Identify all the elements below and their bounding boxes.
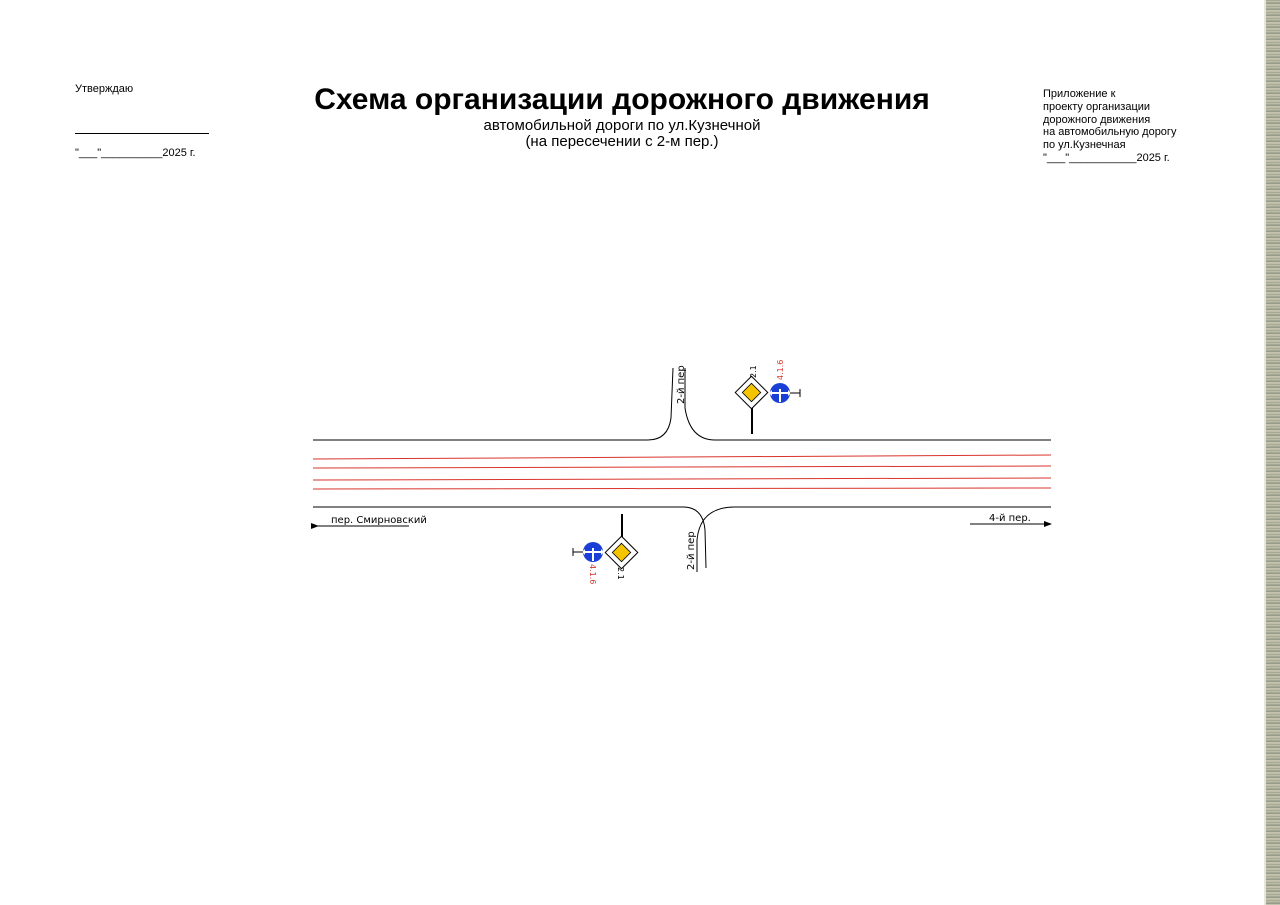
lane-marking-3 — [313, 478, 1051, 480]
direction-label-right: 4-й пер. — [989, 513, 1031, 524]
street-label-bottom: 2-й пер — [686, 531, 697, 570]
appendix-line-4: на автомобильную дорогу — [1043, 126, 1177, 139]
lane-marking-4 — [313, 488, 1051, 489]
approval-date: "___"__________2025 г. — [75, 147, 196, 159]
page-title: Схема организации дорожного движения — [314, 83, 930, 116]
direction-sign-bottom — [573, 542, 604, 562]
road-edge-top-left — [313, 368, 673, 440]
approval-label: Утверждаю — [75, 83, 134, 95]
lane-marking-1 — [313, 455, 1051, 459]
sign-code-4-1-6-bottom: 4.1.6 — [588, 564, 597, 585]
main-road-sign-bottom — [605, 536, 638, 569]
lane-marking-2 — [313, 466, 1051, 468]
appendix-date: "___"___________2025 г. — [1043, 151, 1170, 164]
sign-code-4-1-6-top: 4.1.6 — [776, 359, 785, 380]
scanned-edge-strip — [1266, 0, 1280, 905]
direction-sign-top — [769, 383, 800, 403]
road-edge-top-right — [685, 368, 1051, 440]
street-label-top: 2-й пер — [676, 365, 687, 404]
main-road-sign-top — [735, 376, 768, 409]
direction-label-left: пер. Смирновский — [331, 515, 427, 526]
page-subtitle-road: автомобильной дороги по ул.Кузнечной — [483, 117, 761, 134]
appendix-line-5: по ул.Кузнечная — [1043, 139, 1126, 152]
appendix-line-1: Приложение к — [1043, 88, 1116, 100]
appendix-line-2: проекту организации — [1043, 100, 1151, 113]
sign-code-2-1-top: 2.1 — [749, 365, 758, 378]
page-subtitle-intersection: (на пересечении с 2-м пер.) — [525, 133, 719, 150]
appendix-line-3: дорожного движения — [1043, 113, 1151, 126]
sign-code-2-1-bottom: 2.1 — [616, 567, 625, 580]
